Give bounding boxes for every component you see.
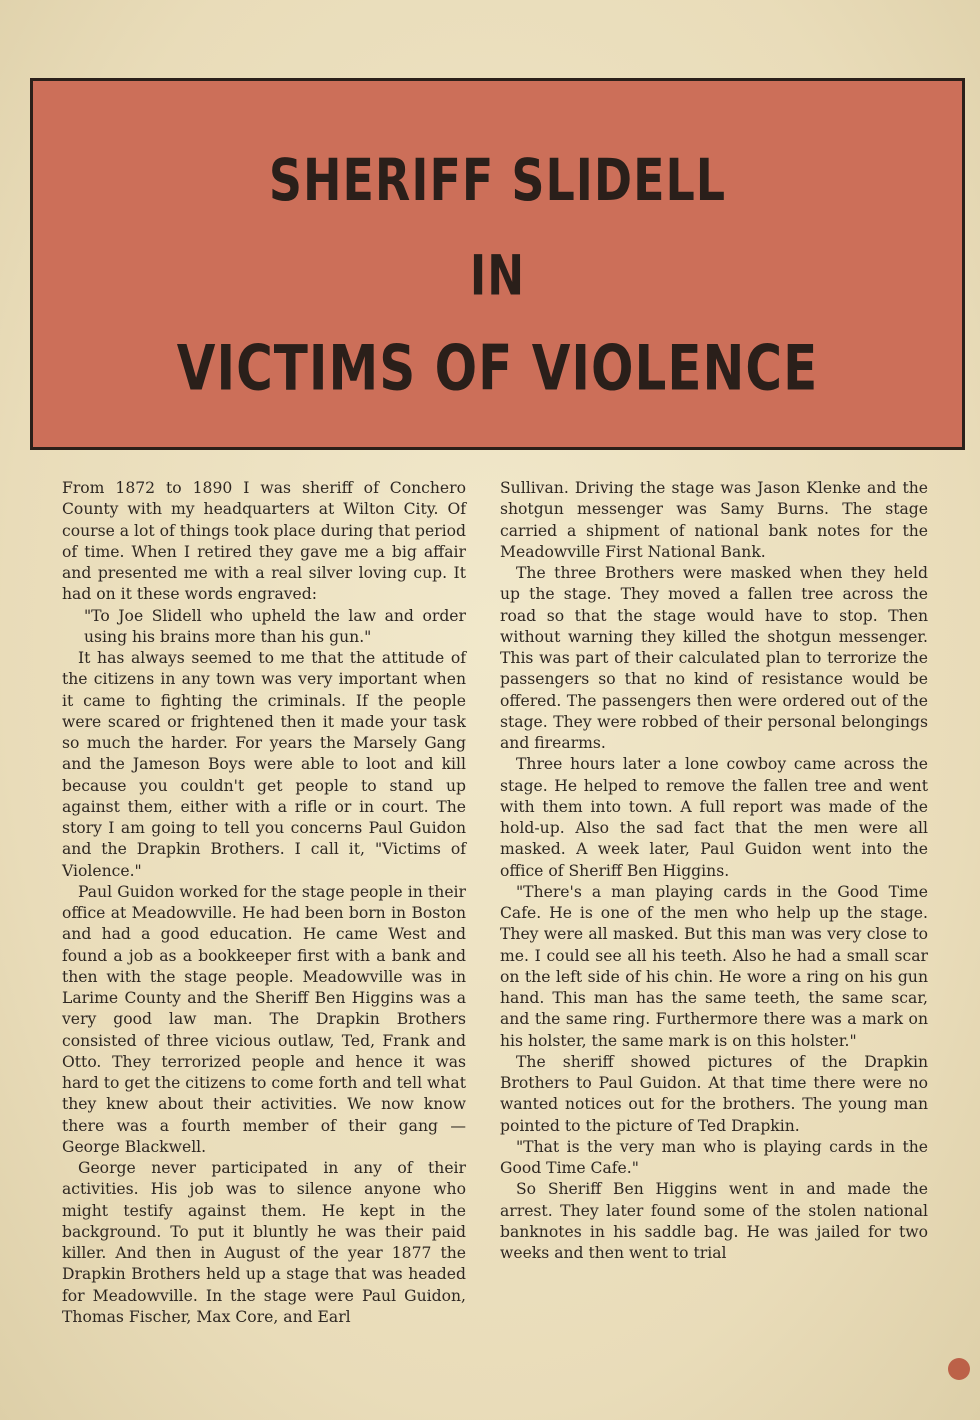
title-line-2: IN: [469, 244, 526, 309]
title-banner: [30, 78, 965, 450]
engraving-quote: "To Joe Slidell who upheld the law and order using his brains more than his gun.": [84, 606, 466, 646]
left-column: [62, 478, 466, 1328]
paragraph: George never participated in any of their activities. His job was to silence anyone who might testify against them. He kept in the background. To put it bluntly he was their paid killer. And then in August of the year 1877 the Drapkin Brothers held up a stage that was headed for Meadowville. In the stage were Paul Guidon, Thomas Fischer, Max Core, and Earl: [62, 1159, 466, 1326]
paragraph: The sheriff showed pictures of the Drapkin Brothers to Paul Guidon. At that time there were no wanted notices out for the brothers. The young man pointed to the picture of Ted Drapkin.: [500, 1052, 928, 1135]
paragraph: Paul Guidon worked for the stage people in their office at Meadowville. He had been born in Boston and had a good education. He came West and found a job as a bookkeeper first with a bank and then with the stage people. Meadowville was in Larime County and the Sheriff Ben Higgins was a very good law man. The Drapkin Brothers consisted of three vicious outlaw, Ted, Frank and Otto. They terrorized people and hence it was hard to get the citizens to come forth and tell what they knew about their activities. We now know there was a fourth member of their gang — George Blackwell.: [62, 882, 466, 1156]
paragraph: Sullivan. Driving the stage was Jason Klenke and the shotgun messenger was Samy Burns. The stage carried a shipment of national bank notes for the Meadowville First National Bank.: [500, 479, 928, 561]
paragraph: The three Brothers were masked when they held up the stage. They moved a fallen tree across the road so that the stage would have to stop. Then without warning they killed the shotgun messenger. This was part of their calculated plan to terrorize the passengers so that no kind of resistance would be offered. The passengers then were ordered out of the stage. They were robbed of their personal belongings and firearms.: [500, 564, 928, 752]
paragraph: Three hours later a lone cowboy came across the stage. He helped to remove the fallen tree and went with them into town. A full report was made of the hold-up. Also the sad fact that the men were all masked. A week later, Paul Guidon went into the office of Sheriff Ben Higgins.: [500, 755, 928, 880]
paragraph: From 1872 to 1890 I was sheriff of Conchero County with my headquarters at Wilton City. Of course a lot of things took place during that period of time. When I retired they gave me a big affair and presented me with a real silver loving cup. It had on it these words engraved:: [62, 479, 466, 604]
paragraph: "That is the very man who is playing cards in the Good Time Cafe.": [500, 1137, 928, 1177]
right-column: [500, 478, 928, 1264]
paragraph: It has always seemed to me that the attitude of the citizens in any town was very important when it came to fighting the criminals. If the people were scared or frightened then it made your task so much the harder. For years the Marsely Gang and the Jameson Boys were able to loot and kill because you couldn't get people to stand up against them, either with a rifle or in court. The story I am going to tell you concerns Paul Guidon and the Drapkin Brothers. I call it, "Victims of Violence.": [62, 649, 466, 880]
paragraph: "There's a man playing cards in the Good Time Cafe. He is one of the men who help up the stage. They were all masked. But this man was very close to me. I could see all his teeth. Also he had a small scar on the left side of his chin. He wore a ring on his gun hand. This man has the same teeth, the same scar, and the same ring. Furthermore there was a mark on his holster, the same mark is on this holster.": [500, 882, 928, 1050]
ink-spot: [948, 1358, 970, 1380]
title-line-1: SHERIFF SLIDELL: [268, 146, 727, 214]
paragraph: So Sheriff Ben Higgins went in and made the arrest. They later found some of the stolen national banknotes in his saddle bag. He was jailed for two weeks and then went to trial: [500, 1180, 928, 1262]
title-line-3: VICTIMS OF VIOLENCE: [176, 331, 819, 405]
